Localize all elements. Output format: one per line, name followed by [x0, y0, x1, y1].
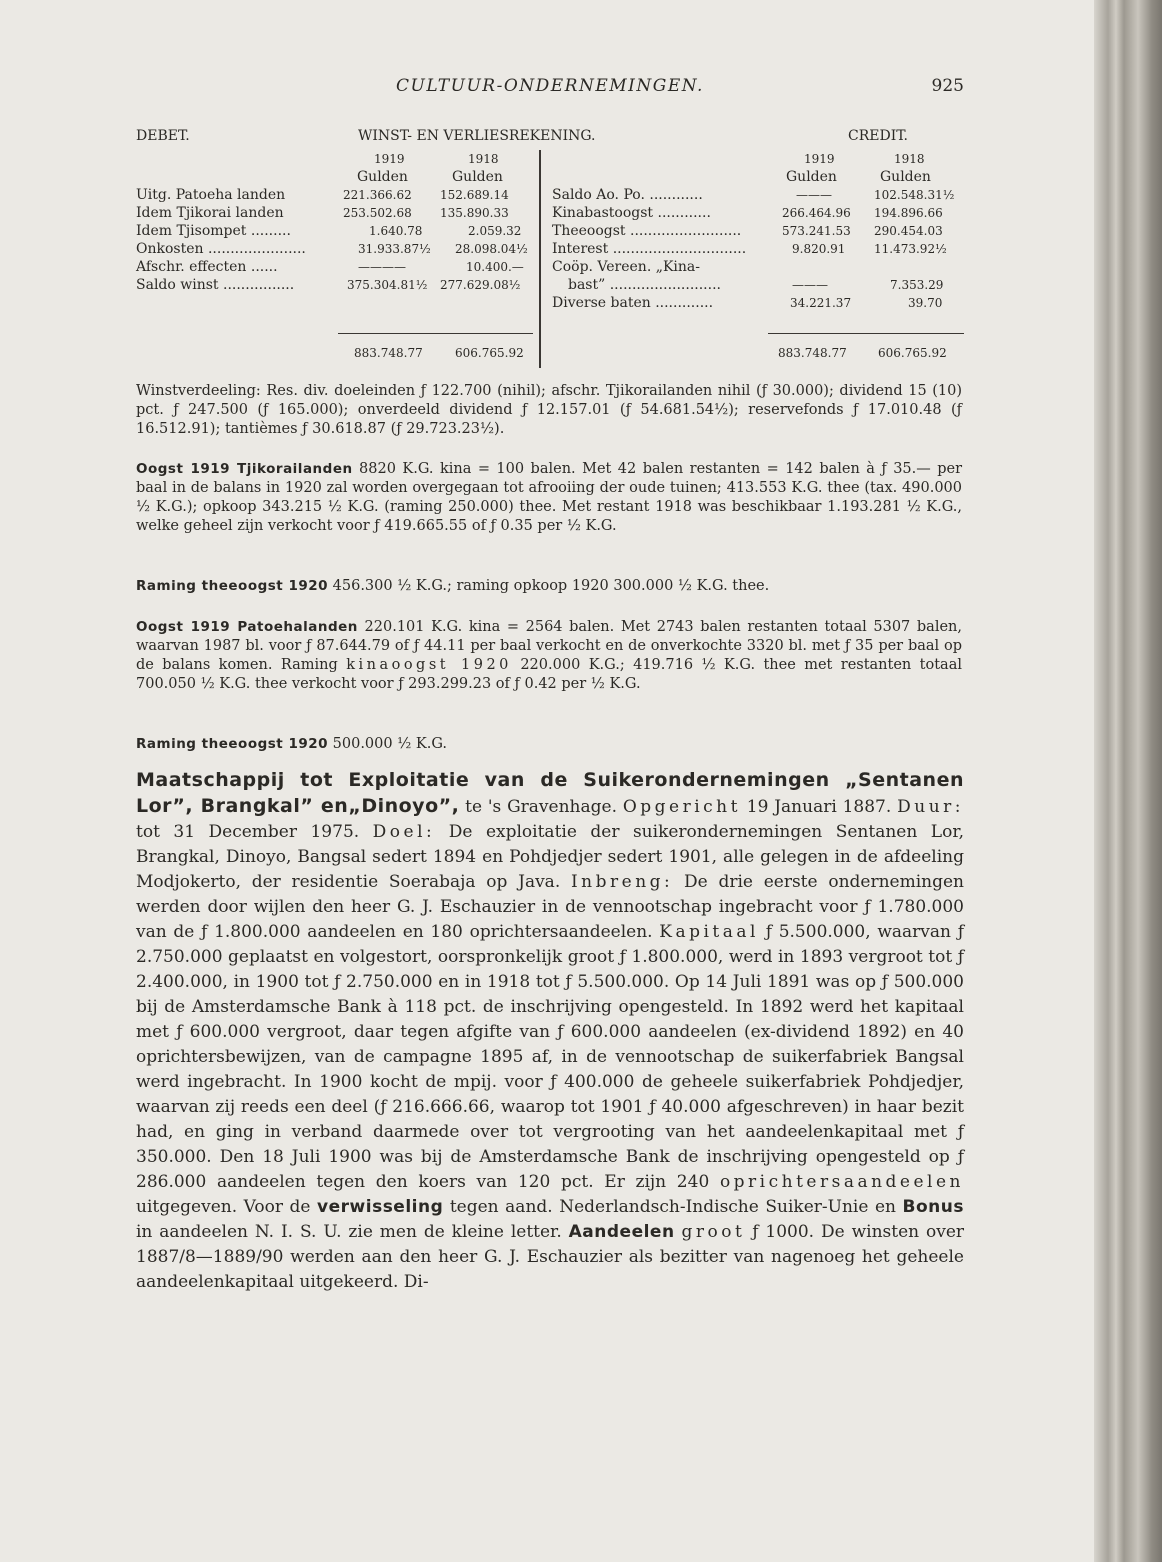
- debet-unit-1918: Gulden: [452, 169, 503, 185]
- keyword-opgericht: Opgericht: [622, 797, 741, 817]
- book-spine-edge: [1094, 0, 1162, 1562]
- table-center-rule: [539, 150, 541, 368]
- credit-unit-1918: Gulden: [880, 169, 931, 185]
- row-value-1919: 221.366.62: [343, 188, 412, 202]
- row-label: bast” .........................: [568, 277, 721, 293]
- raming-1-label: Raming theeoogst 1920: [136, 578, 329, 594]
- table-row: [0, 276, 1094, 294]
- article-text: in aandeelen N. I. S. U. zie men de kleine letter.: [136, 1222, 569, 1242]
- row-value-1919: ————: [358, 260, 406, 274]
- running-header: [130, 76, 970, 102]
- row-value-1919: ———: [792, 278, 828, 292]
- raming-2-text: 500.000 ½ K.G.: [328, 736, 447, 752]
- oogst-tjikorai-text: 8820 K.G. kina = 100 balen. Met 42 balen restanten = 142 balen à ƒ 35.— per baal in de balans in 1920 zal worden overgegaan tot afrooiing der oude tuinen; 413.553 K.G. thee (tax. 490.000 ½ K.G.); opkoop 343.215 ½ K.G. (raming 250.000) thee. Met restant 1918 was beschikbaar 1.193.281 ½ K.G., welke geheel zijn verkocht voor ƒ 419.665.55 of ƒ 0.35 per ½ K.G.: [136, 461, 962, 534]
- row-label: Interest ..............................: [552, 241, 747, 257]
- table-row: [0, 222, 1094, 240]
- article-text: tegen aand. Nederlandsch-Indische Suiker-Unie en: [443, 1197, 903, 1217]
- keyword-verwisseling: verwisseling: [317, 1197, 444, 1217]
- article-text: 19 Januari 1887.: [740, 797, 898, 817]
- row-label: Idem Tjikorai landen: [136, 205, 284, 221]
- company-heading: Maatschappij tot Exploitatie van de Suikerondernemingen „Sentanen Lor”, Brangkal” en„Dinoyo”,: [136, 769, 964, 817]
- row-value-1918: 290.454.03: [874, 224, 943, 238]
- row-value-1919: 266.464.96: [782, 206, 851, 220]
- table-row: [0, 240, 1094, 258]
- debet-total-1918: 606.765.92: [455, 346, 524, 360]
- row-value-1918: 11.473.92½: [874, 242, 947, 256]
- keyword-oprichtersaandeelen: oprichtersaandeelen: [719, 1172, 964, 1192]
- row-value-1919: 1.640.78: [369, 224, 423, 238]
- account-title: WINST- EN VERLIESREKENING.: [358, 128, 596, 144]
- raming-patoeha-paragraph: [136, 735, 962, 754]
- debet-total-1919: 883.748.77: [354, 346, 423, 360]
- row-value-1919: 573.241.53: [782, 224, 851, 238]
- keyword-aandeelen: Aandeelen: [568, 1222, 675, 1242]
- oogst-patoeha-text-b: 220.000 K.G.; 419.716 ½ K.G. thee met restanten totaal 700.050 ½ K.G. thee verkocht voor ƒ 293.299.23 of ƒ 0.42 per ½ K.G.: [136, 657, 962, 692]
- row-value-1919: 253.502.68: [343, 206, 412, 220]
- article-text: De exploitatie der suikerondernemingen Sentanen Lor, Brangkal, Dinoyo, Bangsal sedert 1894 en Pohdjedjer sedert 1901, alle gelegen in de afdeeling Modjokerto, der residentie Soerabaja op Java.: [136, 822, 964, 892]
- article-text: ƒ 1000. De winsten over 1887/8—1889/90 werden aan den heer G. J. Eschauzier als bezitter van nagenoeg het geheele aandeelenkapitaal uitgekeerd. Di-: [136, 1222, 965, 1292]
- credit-rows: [0, 186, 1094, 312]
- row-value-1918: 2.059.32: [468, 224, 522, 238]
- row-label: Theeoogst .........................: [552, 223, 742, 239]
- row-value-1918: 135.890.33: [440, 206, 509, 220]
- debet-unit-1919: Gulden: [357, 169, 408, 185]
- credit-year-1919: 1919: [804, 152, 835, 166]
- table-row: [0, 204, 1094, 222]
- keyword-inbreng: Inbreng:: [570, 872, 674, 892]
- row-value-1919: ———: [796, 188, 832, 202]
- row-label: Kinabastoogst ............: [552, 205, 711, 221]
- keyword-duur: Duur:: [897, 797, 964, 817]
- debet-total-rule: [338, 333, 533, 334]
- row-label: Coöp. Vereen. „Kina-: [552, 259, 701, 275]
- row-value-1918: 152.689.14: [440, 188, 509, 202]
- row-label: Saldo Ao. Po. ............: [552, 187, 703, 203]
- winstverdeeling-text: Winstverdeeling: Res. div. doeleinden ƒ 122.700 (nihil); afschr. Tjikorailanden nihil (ƒ 30.000); dividend 15 (10) pct. ƒ 247.500 (ƒ 165.000); onverdeeld dividend ƒ 12.157.01 (ƒ 54.681.54½); reservefonds ƒ 17.010.48 (ƒ 16.512.91); tantièmes ƒ 30.618.87 (ƒ 29.723.23½).: [136, 383, 962, 437]
- raming-2-label: Raming theeoogst 1920: [136, 736, 329, 752]
- row-label: Uitg. Patoeha landen: [136, 187, 286, 203]
- row-value-1918: 10.400.—: [466, 260, 524, 274]
- column-headers: [0, 150, 1094, 186]
- credit-total-rule: [768, 333, 964, 334]
- article-text: ƒ 5.500.000, waarvan ƒ 2.750.000 geplaatst en volgestort, oorspronkelijk groot ƒ 1.800.000, werd in 1893 vergroot tot ƒ 2.400.000, in 1900 tot ƒ 2.750.000 en in 1918 tot ƒ 5.500.000. Op 14 Juli 1891 was op ƒ 500.000 bij de Amsterdamsche Bank à 118 pct. de inschrijving opengesteld. In 1892 werd het kapitaal met ƒ 600.000 vergroot, daar tegen afgifte van ƒ 600.000 aandeelen (ex-dividend 1892) en 40 oprichtersbewijzen, van de campagne 1895 af, in de vennootschap de suikerfabriek Bangsal werd ingebracht. In 1900 kocht de mpij. voor ƒ 400.000 de geheele suikerfabriek Pohdjedjer, waarvan zij reeds een deel (ƒ 216.666.66, waarop tot 1901 ƒ 40.000 afgeschreven) in haar bezit had, en ging in verband daarmede over tot vergrooting van het aandeelenkapitaal met ƒ 350.000. Den 18 Juli 1900 was bij de Amsterdamsche Bank de inschrijving opengesteld op ƒ 286.000 aandeelen tegen den koers van 120 pct. Er zijn 240: [136, 922, 964, 1192]
- oogst-patoeha-text-a: 220.101 K.G. kina = 2564 balen. Met 2743 balen restanten totaal 5307 balen, waarvan 1987 bl. voor ƒ 87.644.79 of ƒ 44.11 per baal verkocht en de onverkochte 3320 bl. met ƒ 35 per baal op de balans komen. Raming: [136, 619, 962, 673]
- row-value-1919: 31.933.87½: [358, 242, 431, 256]
- row-label: Diverse baten .............: [552, 295, 714, 311]
- keyword-doel: Doel:: [372, 822, 436, 842]
- company-article: [136, 768, 964, 1295]
- debet-year-1918: 1918: [468, 152, 499, 166]
- keyword-kapitaal: Kapitaal: [659, 922, 759, 942]
- article-text: tot 31 December 1975.: [136, 822, 373, 842]
- oogst-patoeha-label: Oogst 1919 Patoehalanden: [136, 619, 358, 635]
- row-label: Afschr. effecten ......: [136, 259, 278, 275]
- oogst-tjikorai-label: Oogst 1919 Tjikorailanden: [136, 461, 353, 477]
- row-label: Idem Tjisompet .........: [136, 223, 291, 239]
- row-value-1918: 7.353.29: [890, 278, 944, 292]
- credit-label: CREDIT.: [848, 128, 908, 144]
- row-value-1918: 39.70: [908, 296, 943, 310]
- row-value-1919: 375.304.81½: [347, 278, 428, 292]
- credit-unit-1919: Gulden: [786, 169, 837, 185]
- oogst-tjikorai-paragraph: [136, 460, 962, 536]
- row-value-1918: 277.629.08½: [440, 278, 521, 292]
- article-text: te 's Gravenhage.: [459, 797, 623, 817]
- debet-label: DEBET.: [136, 128, 190, 144]
- debet-year-1919: 1919: [374, 152, 405, 166]
- row-value-1918: 102.548.31½: [874, 188, 955, 202]
- article-text: uitgegeven. Voor de: [136, 1197, 318, 1217]
- row-value-1919: 9.820.91: [792, 242, 846, 256]
- row-value-1919: 34.221.37: [790, 296, 852, 310]
- table-row: [0, 294, 1094, 312]
- row-label: Saldo winst ................: [136, 277, 295, 293]
- page-number: 925: [931, 76, 964, 96]
- credit-total-1919: 883.748.77: [778, 346, 847, 360]
- table-row: [0, 258, 1094, 276]
- raming-tjikorai-paragraph: [136, 577, 962, 596]
- credit-total-1918: 606.765.92: [878, 346, 947, 360]
- kinaoogst-spaced: kinaoogst 1920: [346, 657, 512, 673]
- raming-1-text: 456.300 ½ K.G.; raming opkoop 1920 300.000 ½ K.G. thee.: [328, 578, 770, 594]
- keyword-bonus: Bonus: [902, 1197, 964, 1217]
- credit-year-1918: 1918: [894, 152, 925, 166]
- row-value-1918: 194.896.66: [874, 206, 943, 220]
- running-title: CULTUUR-ONDERNEMINGEN.: [396, 76, 704, 96]
- totals-row: [0, 344, 1094, 362]
- article-text: De drie eerste ondernemingen werden door wijlen den heer G. J. Eschauzier in de vennootschap ingebracht voor ƒ 1.780.000 van de ƒ 1.800.000 aandeelen en 180 oprichtersaandeelen.: [136, 872, 964, 942]
- oogst-patoeha-paragraph: [136, 618, 962, 694]
- keyword-groot: groot: [681, 1222, 746, 1242]
- row-label: Onkosten ......................: [136, 241, 306, 257]
- row-value-1918: 28.098.04½: [455, 242, 528, 256]
- winstverdeeling-paragraph: [136, 382, 962, 439]
- table-row: [0, 186, 1094, 204]
